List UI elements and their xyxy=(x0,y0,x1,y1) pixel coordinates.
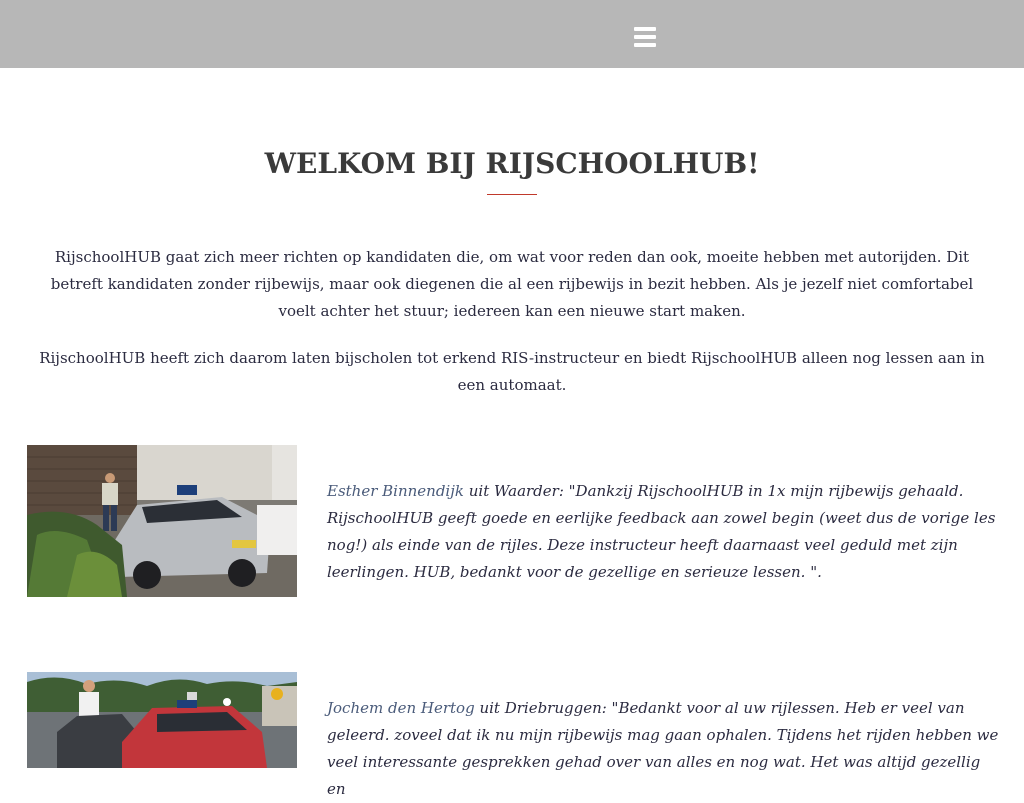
testimonial-text-esther: uit Waarder: "Dankzij RijschoolHUB in 1x mijn rijbewijs gehaald. RijschoolHUB geeft goede en eerlijke feedback aan zowel begin (weet dus de vorige les nog!) als einde van de rijles. Deze instructeur heeft daarnaast veel geduld met zijn leerlingen. HUB, bedankt voor de gezellige en serieuze lessen. ". xyxy=(327,482,996,581)
page-title: WELKOM BIJ RIJSCHOOLHUB! xyxy=(264,147,760,180)
car-photo-illustration xyxy=(27,445,297,597)
testimonial-author-jochem: Jochem den Hertog xyxy=(327,699,475,717)
testimonial-photo-jochem xyxy=(27,672,297,768)
title-underline xyxy=(487,194,537,195)
menu-bar-bottom xyxy=(634,43,656,47)
intro-paragraph-2: RijschoolHUB heeft zich daarom laten bijscholen tot erkend RIS-instructeur en biedt RijschoolHUB alleen nog lessen aan in een automaat. xyxy=(39,349,985,394)
testimonial-jochem xyxy=(327,695,999,803)
testimonial-esther xyxy=(327,478,999,586)
car-photo-illustration xyxy=(27,672,297,768)
menu-bar-middle xyxy=(634,35,656,39)
top-navigation-bar xyxy=(0,0,1024,68)
testimonial-author-esther: Esther Binnendijk xyxy=(327,482,464,500)
hamburger-menu-icon[interactable] xyxy=(634,27,656,47)
intro-paragraph-1: RijschoolHUB gaat zich meer richten op kandidaten die, om wat voor reden dan ook, moeite hebben met autorijden. Dit betreft kandidaten zonder rijbewijs, maar ook diegenen die al een rijbewijs in bezit hebben. Als je jezelf niet comfortabel voelt achter het stuur; iedereen kan een nieuwe start maken. xyxy=(50,248,974,320)
testimonial-text-jochem: uit Driebruggen: "Bedankt voor al uw rijlessen. Heb er veel van geleerd. zoveel dat ik nu mijn rijbewijs mag gaan ophalen. Tijdens het rijden hebben we veel interessante gesprekken gehad over van alles en nog wat. Het was altijd gezellig en xyxy=(327,699,999,798)
menu-bar-top xyxy=(634,27,656,31)
testimonial-photo-esther xyxy=(27,445,297,597)
